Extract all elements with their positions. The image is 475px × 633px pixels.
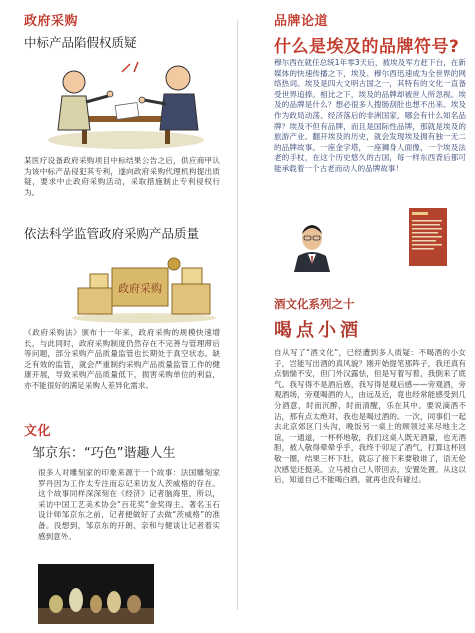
cartoon-businessmen-illustration bbox=[38, 56, 214, 152]
section-tag-brand-forum: 品牌论道 bbox=[274, 14, 329, 29]
book-cover-thumbnail bbox=[409, 208, 447, 266]
section-tag-government-procurement: 政府采购 bbox=[24, 14, 79, 29]
article-body-zou-jingdong: 很多人对雕刻家的印象来源于一个故事：法国雕刻家罗丹因为工作太专注而忘记来访友人茨威格的存在。这个故事同样深深刻在《经济》记者脑海里，所以，采访中国工艺美术协会“百花奖”金奖得主、著名玉石设计师邹京东之前，记者便做好了去做“茨威格”的准备。没想到，邹京东的开朗、亲和与健谈让记者着实感到意外。 bbox=[38, 468, 220, 541]
article-title-quality-supervision: 依法科学监管政府采购产品质量 bbox=[24, 226, 200, 241]
article-headline-egypt-brand: 什么是埃及的品牌符号? bbox=[274, 37, 460, 57]
article-title-patent-doubt: 中标产品陷假权质疑 bbox=[24, 35, 137, 50]
article-body-drink-a-little: 自从写了“酒文化”，已经遭到多人质疑：不喝酒的小女子，岂能写出酒的真风貌？刚开始提笔那阵子，我还真有点惴惴不安，但门外汉露怯，但是写着写着，我倒来了底气。我写得不是酒后感，我写得是观后感——旁观酒，旁观酒场，旁观喝酒的人，由远及近，竟也经常能感受到几分酒意，时而沉醉，时而清醒，乐在其中。要说滴酒不沾，那有点太绝对，我也是喝过酒的。一次，同事们一起去北京郊区门头沟，晚饭另一桌上的顾领过来尽地主之谊，一通道，一杯杯地敬，我们这桌人既无酒量，也无酒胆，被人敬得晕晕乎乎，我终于卯足了酒气，打算这杯回敬一圈，结果三杯下肚，就忘了接下来要敬谁了，语无伦次感觉还挺美。立马被自己人带回去，安置处置。从这以后，知道自己不能喝白酒，就再也没有碰过。 bbox=[274, 348, 466, 485]
article-body-egypt-brand: 穆尔西在就任总统1年零3天后，被埃及军方赶下台，在新媒体的快速传播之下，埃及、穆尔西迅速成为全世界的网络热词。埃及是四大文明古国之一，其特有的文化一直备受世界追捧。相比之下，埃及的品牌却被世人所忽视。埃及的品牌是什么？想必很多人搜肠刮肚也想不出来。埃及作为政局动荡、经济落后的非洲国家，哪会有什么知名品牌？埃及不但有品牌，而且是国际性品牌，那就是埃及的旅游产业。翻开埃及的历史，就会发现埃及拥有独一无二的品牌故事。一座金字塔，一座狮身人面像，一个埃及法老的手杖，在这个历史悠久的古国，每一样东西背后都可能承载着一个古老而动人的品牌故事！ bbox=[274, 58, 466, 173]
series-title-wine-culture: 酒文化系列之十 bbox=[274, 297, 355, 311]
procurement-boxes-illustration bbox=[64, 254, 224, 324]
svg-text:政府采购: 政府采购 bbox=[118, 282, 162, 295]
author-portrait bbox=[290, 216, 334, 272]
article-body-quality-supervision: 《政府采购法》颁布十一年来，政府采购的规模快速增长，与此同时，政府采购制度仍然存在不完善与管理滞后等问题，部分采购产品质量监管也长期处于真空状态。缺乏有效的监管，就会严重制约采购产品质量监管工作的健康开展，导致采购产品质量低下，损害采购单位的利益，亦不能很好的满足采购人差异化需求。 bbox=[24, 328, 220, 390]
column-divider bbox=[237, 20, 238, 610]
section-tag-culture: 文化 bbox=[24, 424, 52, 439]
article-title-zou-jingdong: 邹京东：“巧色”谐趣人生 bbox=[32, 446, 176, 461]
article-title-drink-a-little: 喝点小酒 bbox=[274, 320, 362, 341]
jade-carvings-photo bbox=[38, 564, 154, 624]
article-body-patent-doubt: 某医疗设备政府采购项目中标结果公告之后，供应商甲认为该中标产品侵犯其专利，遂向政府采购代理机构提出质疑，要求中止政府采购活动，采取措施制止专利侵权行为。 bbox=[24, 156, 220, 197]
